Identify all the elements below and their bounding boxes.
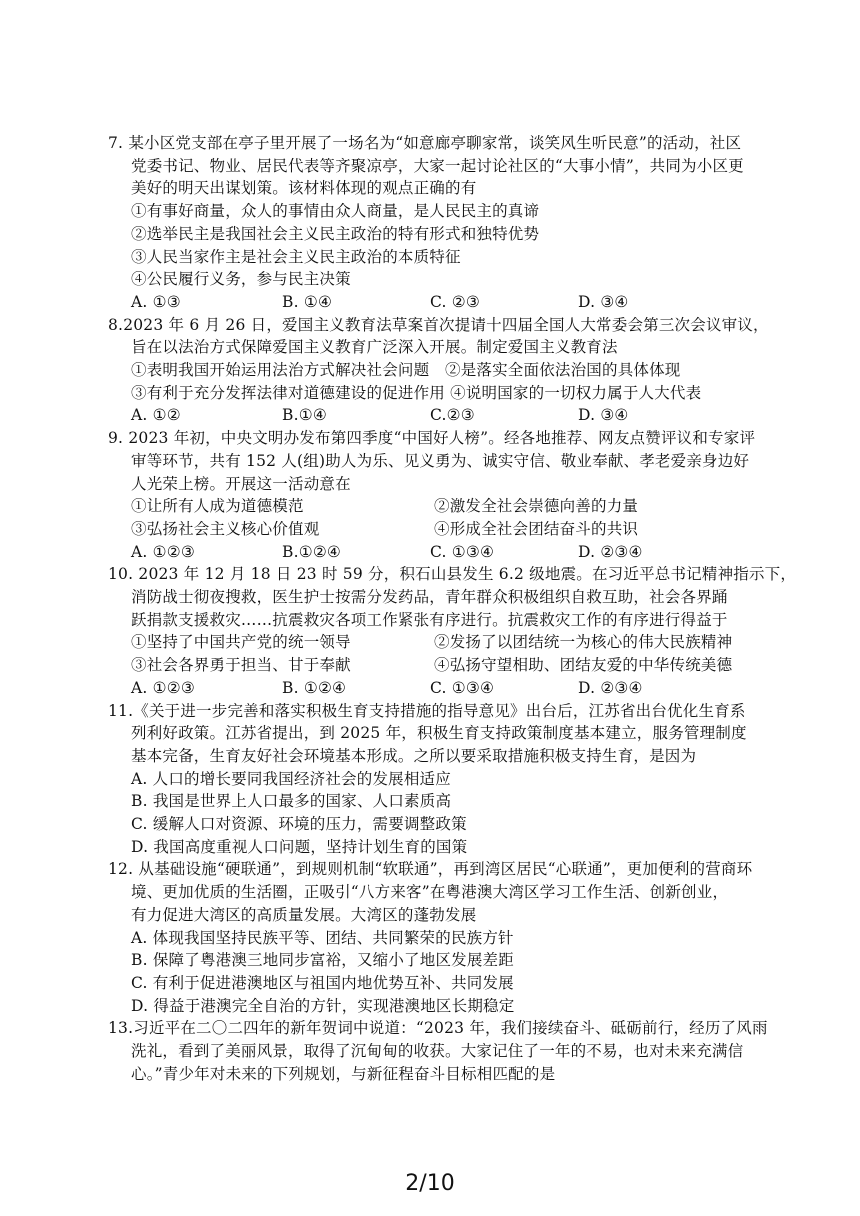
- statement-item: ①让所有人成为道德模范: [131, 497, 304, 516]
- answer-option: C. ①③④: [430, 678, 495, 697]
- statement-item: ③社会各界勇于担当、甘于奉献: [131, 656, 351, 675]
- answer-choice: B. 我国是世界上人口最多的国家、人口素质高: [131, 792, 452, 811]
- question-stem-line: 列利好政策。江苏省提出，到 2025 年，积极生育支持政策制度基本建立，服务管理制度: [131, 724, 747, 743]
- answer-option: C. ①③④: [430, 542, 495, 561]
- answer-choice: A. 人口的增长要同我国经济社会的发展相适应: [131, 769, 451, 788]
- question-stem-line: 境、更加优质的生活圈，正吸引“八方来客”在粤港澳大湾区学习工作生活、创新创业，: [131, 883, 729, 902]
- answer-option: D. ③④: [578, 292, 629, 311]
- answer-option: D. ②③④: [578, 542, 643, 561]
- question-stem-line: 心。”青少年对未来的下列规划，与新征程奋斗目标相匹配的是: [131, 1064, 556, 1083]
- question-stem-line: 13.习近平在二〇二四年的新年贺词中说道：“2023 年，我们接续奋斗、砥砺前行，经历了风雨: [108, 1019, 768, 1038]
- question-stem-line: 12. 从基础设施“硬联通”，到规则机制“软联通”，再到湾区居民“心联通”，更加便利的营商环: [108, 860, 753, 879]
- statement-line: ①有事好商量，众人的事情由众人商量，是人民民主的真谛: [131, 202, 540, 221]
- answer-choice: D. 我国高度重视人口问题，坚持计划生育的国策: [131, 837, 468, 856]
- answer-option: B.①④: [282, 406, 327, 425]
- question-stem-line: 审等环节，共有 152 人(组)助人为乐、见义勇为、诚实守信、敬业奉献、孝老爱亲身边好: [131, 451, 750, 470]
- answer-option: C.②③: [430, 406, 475, 425]
- answer-choice: D. 得益于港澳完全自治的方针，实现港澳地区长期稳定: [131, 996, 515, 1015]
- statement-line: ①表明我国开始运用法治方式解决社会问题 ②是落实全面依法治国的具体体现: [131, 361, 681, 379]
- page-number: 2/10: [405, 1171, 455, 1196]
- statement-item: ①坚持了中国共产党的统一领导: [131, 633, 351, 652]
- statement-line: ②选举民主是我国社会主义民主政治的特有形式和独特优势: [131, 224, 540, 243]
- question-stem-line: 有力促进大湾区的高质量发展。大湾区的蓬勃发展: [131, 905, 477, 924]
- statement-item: ②激发全社会崇德向善的力量: [434, 497, 639, 516]
- question-stem-line: 9. 2023 年初，中央文明办发布第四季度“中国好人榜”。经各地推荐、网友点赞评议和专家评: [108, 429, 756, 448]
- question-stem-line: 跃捐款支援救灾……抗震救灾各项工作紧张有序进行。抗震救灾工作的有序进行得益于: [131, 610, 728, 629]
- question-stem-line: 旨在以法治方式保障爱国主义教育广泛深入开展。制定爱国主义教育法: [131, 338, 618, 357]
- question-stem-line: 7. 某小区党支部在亭子里开展了一场名为“如意廊亭聊家常，谈笑风生听民意”的活动，社区: [108, 134, 742, 152]
- question-stem-line: 党委书记、物业、居民代表等齐聚凉亭，大家一起讨论社区的“大事小情”，共同为小区更: [131, 156, 744, 175]
- answer-option: A. ①②: [131, 406, 181, 425]
- answer-option: B. ①④: [282, 292, 333, 311]
- answer-option: D. ②③④: [578, 678, 643, 697]
- answer-option: D. ③④: [578, 406, 629, 425]
- question-stem-line: 8.2023 年 6 月 26 日，爱国主义教育法草案首次提请十四届全国人大常委会第三次会议审议，: [108, 315, 769, 334]
- answer-option: A. ①③: [131, 292, 181, 311]
- statement-item: ③弘扬社会主义核心价值观: [131, 519, 320, 538]
- answer-option: A. ①②③: [131, 678, 195, 697]
- statement-line: ④公民履行义务，参与民主决策: [131, 270, 351, 289]
- question-stem-line: 洗礼，看到了美丽风景，取得了沉甸甸的收获。大家记住了一年的不易，也对未来充满信: [131, 1042, 744, 1060]
- question-stem-line: 10. 2023 年 12 月 18 日 23 时 59 分，积石山县发生 6.2 级地震。在习近平总书记精神指示下，: [108, 565, 797, 584]
- answer-option: B.①②④: [282, 542, 342, 561]
- statement-item: ④形成全社会团结奋斗的共识: [434, 519, 639, 538]
- answer-choice: A. 体现我国坚持民族平等、团结、共同繁荣的民族方针: [131, 928, 514, 947]
- statement-line: ③有利于充分发挥法律对道德建设的促进作用 ④说明国家的一切权力属于人大代表: [131, 383, 702, 402]
- question-stem-line: 基本完备，生育友好社会环境基本形成。之所以要采取措施积极支持生育，是因为: [131, 746, 697, 765]
- question-stem-line: 消防战士彻夜搜救，医生护士按需分发药品，青年群众积极组织自救互助，社会各界踊: [131, 588, 728, 606]
- question-stem-line: 美好的明天出谋划策。该材料体现的观点正确的有: [131, 179, 477, 198]
- answer-choice: B. 保障了粤港澳三地同步富裕，又缩小了地区发展差距: [131, 951, 514, 970]
- answer-choice: C. 有利于促进港澳地区与祖国内地优势互补、共同发展: [131, 973, 514, 992]
- answer-option: B. ①②④: [282, 678, 347, 697]
- answer-choice: C. 缓解人口对资源、环境的压力，需要调整政策: [131, 815, 467, 833]
- answer-option: C. ②③: [430, 292, 480, 311]
- statement-item: ②发扬了以团结统一为核心的伟大民族精神: [434, 633, 733, 652]
- question-stem-line: 人光荣上榜。开展这一活动意在: [131, 474, 351, 493]
- statement-item: ④弘扬守望相助、团结友爱的中华传统美德: [434, 656, 733, 675]
- answer-option: A. ①②③: [131, 542, 195, 561]
- statement-line: ③人民当家作主是社会主义民主政治的本质特征: [131, 247, 461, 266]
- question-stem-line: 11.《关于进一步完善和落实积极生育支持措施的指导意见》出台后，江苏省出台优化生育系: [108, 701, 746, 720]
